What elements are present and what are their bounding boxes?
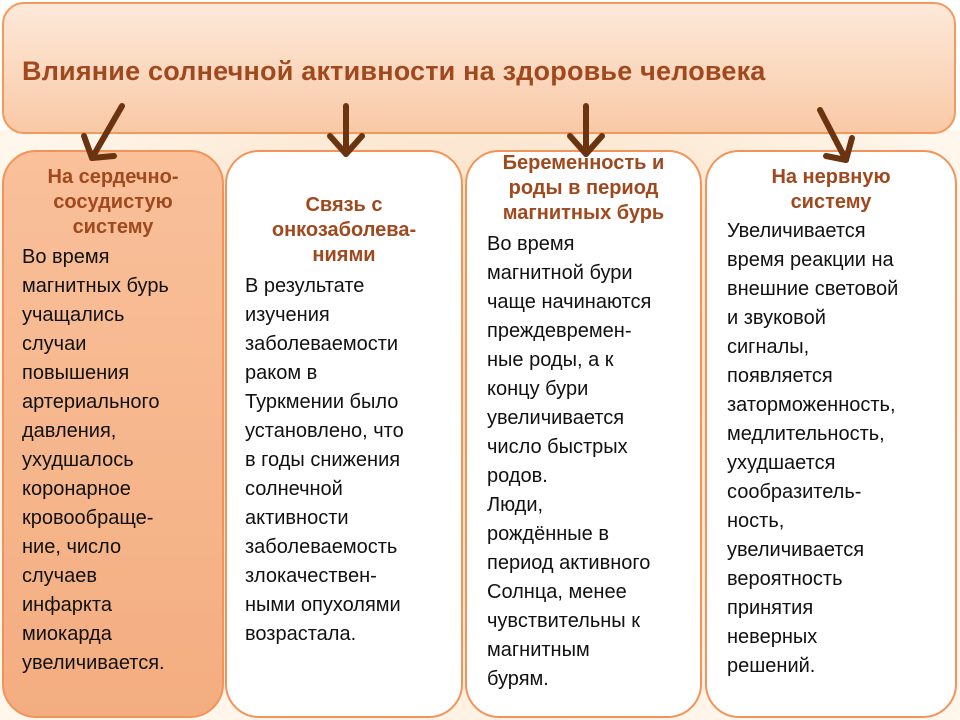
column-pregnancy xyxy=(465,150,702,718)
column-heading: Связь с онкозаболева- ниями xyxy=(271,194,417,266)
column-heading: На нервную систему xyxy=(771,166,891,213)
column-nervous-system xyxy=(705,150,957,718)
column-body: Во время магнитной бури чаще начинаются преждевремен- ные роды, а к концу бури увеличивается число быстрых родов. Люди, рождённые в период активного Солнца, менее чувствительны к магнитным бурям. xyxy=(487,233,652,690)
column-heading: На сердечно- сосудистую систему xyxy=(47,166,179,238)
column-heading: Беременность и роды в период магнитных бурь xyxy=(502,152,665,224)
column-body: Увеличивается время реакции на внешние световой и звуковой сигналы, появляется заторможенность, медлительность, ухудшается сообразитель- ность, увеличивается вероятность принятия неверных решений. xyxy=(727,220,899,677)
column-oncology xyxy=(225,150,463,718)
column-body: В результате изучения заболеваемости раком в Туркмении было установлено, что в годы снижения солнечной активности заболеваемость злокачествен- ными опухолями возрастала. xyxy=(245,275,404,645)
arrow-down-icon xyxy=(316,100,376,170)
arrow-down-icon xyxy=(78,100,138,170)
page-title: Влияние солнечной активности на здоровье человека xyxy=(22,56,766,86)
arrow-down-icon xyxy=(806,104,866,174)
column-body: Во время магнитных бурь учащались случаи повышения артериального давления, ухудшалось коронарное кровообраще- ние, число случаев инфаркта миокарда увеличивается. xyxy=(22,246,169,674)
arrow-down-icon xyxy=(556,100,616,170)
column-cardiovascular xyxy=(2,150,224,718)
